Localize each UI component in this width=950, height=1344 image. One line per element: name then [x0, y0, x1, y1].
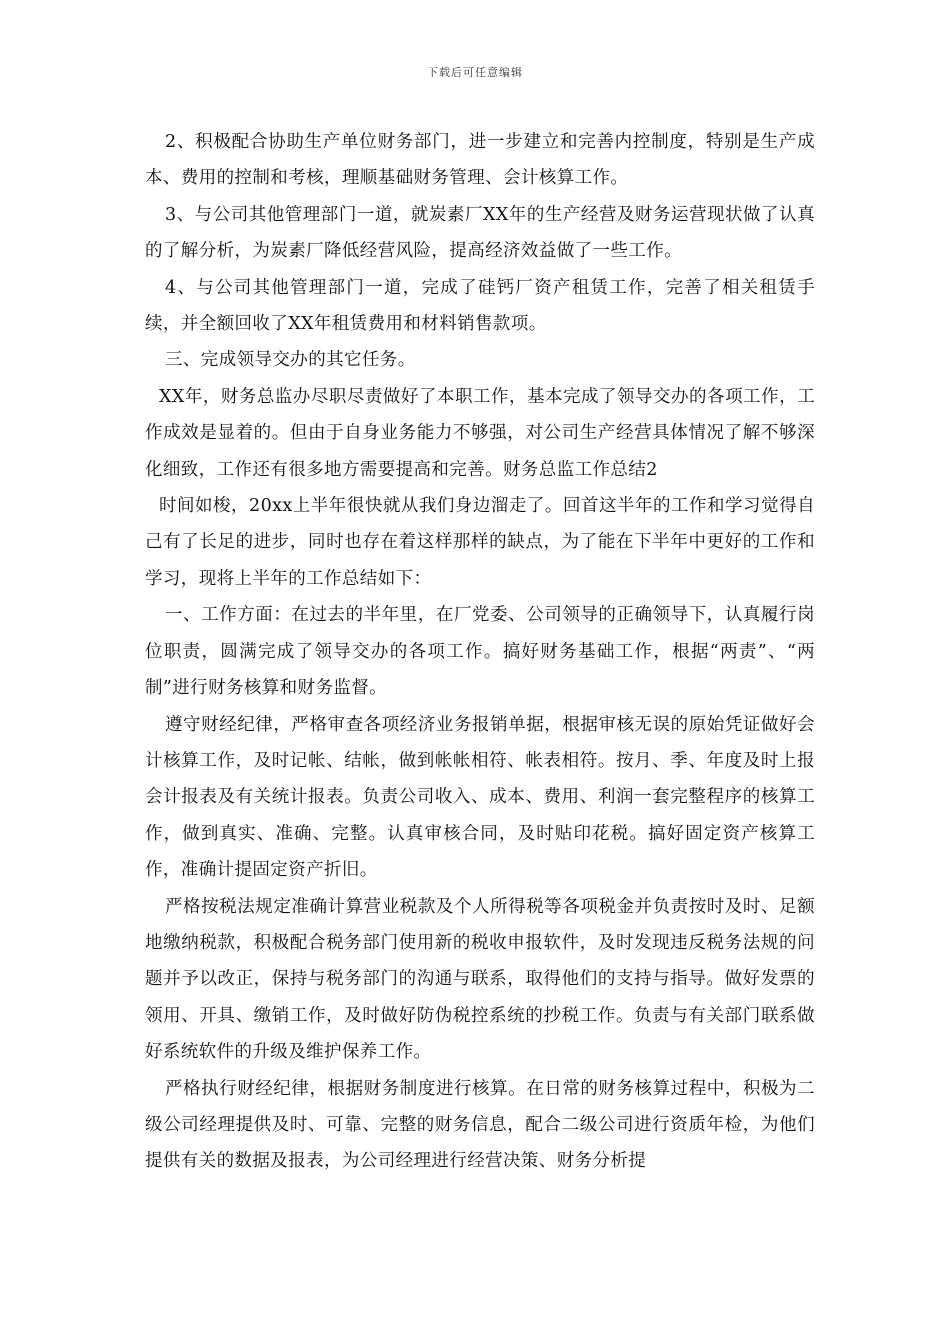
paragraph: 2、积极配合协助生产单位财务部门，进一步建立和完善内控制度，特别是生产成本、费用的控制和考核，理顺基础财务管理、会计核算工作。 [145, 132, 815, 189]
page-header: 下载后可任意编辑 [427, 66, 523, 79]
paragraph: XX年，财务总监办尽职尽责做好了本职工作，基本完成了领导交办的各项工作，工作成效是显着的。但由于自身业务能力不够强，对公司生产经营具体情况了解不够深化细致，工作还有很多地方需要提高和完善。财务总监工作总结2 [145, 386, 815, 480]
paragraph: 遵守财经纪律，严格审查各项经济业务报销单据，根据审核无误的原始凭证做好会计核算工作，及时记帐、结帐，做到帐帐相符、帐表相符。按月、季、年度及时上报会计报表及有关统计报表。负责公司收入、成本、费用、利润一套完整程序的核算工作，做到真实、准确、完整。认真审核合同，及时贴印花税。搞好固定资产核算工作，准确计提固定资产折旧。 [145, 714, 815, 881]
paragraph: 时间如梭，20xx上半年很快就从我们身边溜走了。回首这半年的工作和学习觉得自己有了长足的进步，同时也存在着这样那样的缺点，为了能在下半年中更好的工作和学习，现将上半年的工作总结如下： [145, 496, 815, 589]
paragraph: 一、工作方面：在过去的半年里，在厂党委、公司领导的正确领导下，认真履行岗位职责，圆满完成了领导交办的各项工作。搞好财务基础工作，根据“两责”、“两制”进行财务核算和财务监督。 [145, 605, 815, 699]
paragraph: 严格执行财经纪律，根据财务制度进行核算。在日常的财务核算过程中，积极为二级公司经理提供及时、可靠、完整的财务信息，配合二级公司进行资质年检，为他们提供有关的数据及报表，为公司经理进行经营决策、财务分析提 [145, 1078, 815, 1172]
paragraph: 3、与公司其他管理部门一道，就炭素厂XX年的生产经营及财务运营现状做了认真的了解分析，为炭素厂降低经营风险，提高经济效益做了一些工作。 [145, 204, 815, 262]
paragraph: 4、与公司其他管理部门一道，完成了硅钙厂资产租赁工作，完善了相关租赁手续，并全额回收了XX年租赁费用和材料销售款项。 [145, 277, 815, 335]
paragraph: 三、完成领导交办的其它任务。 [165, 350, 416, 371]
document-body [145, 124, 815, 1180]
paragraph: 严格按税法规定准确计算营业税款及个人所得税等各项税金并负责按时及时、足额地缴纳税款，积极配合税务部门使用新的税收申报软件，及时发现违反税务法规的问题并予以改正，保持与税务部门的沟通与联系，取得他们的支持与指导。做好发票的领用、开具、缴销工作，及时做好防伪税控系统的抄税工作。负责与有关部门联系做好系统软件的升级及维护保养工作。 [145, 896, 815, 1063]
